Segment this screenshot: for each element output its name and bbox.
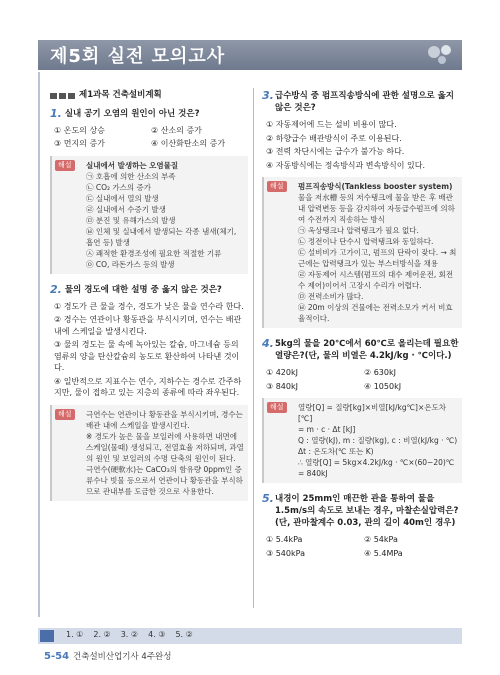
option[interactable]: ① 온도의 상승 [54,125,105,135]
option[interactable]: ③ 물의 경도는 물 속에 녹아있는 칼슘, 마그네슘 등의 염류의 양을 탄산칼슘의 농도로 환산하여 나타낸 것이다. [54,340,240,372]
option[interactable]: ④ 이산화탄소의 증가 [151,139,226,148]
page-number: 5-54 [44,651,70,662]
option[interactable]: ④ 자동방식에는 정속방식과 변속방식이 있다. [266,160,425,170]
options [266,367,462,392]
explanation-line: ㉤ 전력소비가 많다. [298,292,364,301]
explanation-line: Q : 열량(kJ), m : 질량(kg), c : 비열(kJ/kg · ℃) [298,436,458,445]
explanation-box [262,177,462,328]
explanation-line: ㉦ 쾌적한 환경조성에 필요한 적절한 기류 [86,248,222,258]
explanation-line: ㉡ 정전이나 단수시 압력탱크와 동일하다. [298,237,434,246]
question-2 [50,284,248,501]
left-margin-rule [38,72,40,617]
explanation-box [50,156,248,274]
question-text: 물의 경도에 대한 설명 중 옳지 않은 것은? [64,284,222,295]
options [266,119,462,171]
left-column [50,90,248,511]
option[interactable]: ③ 전력 차단시에는 급수가 불가능 하다. [266,147,405,156]
option[interactable]: ① 420kJ [266,368,298,377]
subject-marker-icon [50,93,75,99]
option[interactable]: ② 경수는 연관이나 황동관을 부식시키며, 연수는 배관 내에 스케일을 발생시킨다. [54,315,242,336]
subject-heading [50,90,248,102]
answer-tag-icon [40,630,54,642]
option[interactable]: ① 5.4kPa [266,535,303,544]
explanation-line: ㉧ CO, 라돈가스 등의 발생 [86,259,175,269]
option[interactable]: ④ 5.4MPa [364,548,403,558]
page-title: 제5회 실전 모의고사 [50,46,226,67]
explanation-line: 열량[Q] = 질량[kg]×비열[kJ/kg℃]×온도차[℃] [298,403,446,423]
explanation-title: 펌프직송방식(Tankless booster system) [298,182,453,191]
explanation-line: 물을 저水槽 등의 저수탱크에 물을 받은 후 배관 내 압력변동 등을 감지하여 자동급수펌프에 의하여 수전까지 직송하는 방식 [298,193,455,224]
explanation-line: ㉥ 인체 및 실내에서 발생되는 각종 냄새(체기, 흡연 등) 발생 [86,226,237,247]
option[interactable]: ② 산소의 증가 [151,125,202,135]
option[interactable]: ② 54kPa [364,535,398,544]
option[interactable]: ② 630kJ [364,368,396,377]
explanation-line: ㉢ 설비비가 고가이고, 펌프의 단락이 잦다. → 최근에는 압력탱크가 있는 부스터방식을 채용 [298,248,457,268]
answer-item: 2. ② [93,630,111,639]
explanation-tag: 해설 [267,402,287,413]
explanation-line: ㉠ 옥상탱크나 압력탱크가 필요 없다. [298,226,419,235]
option[interactable]: ④ 1050kJ [364,381,402,391]
explanation-line: Δt : 온도차(℃ 또는 K) [298,447,374,456]
option[interactable]: ③ 먼지의 증가 [54,139,105,148]
question-number: 1. [50,106,62,120]
column-divider [253,88,254,608]
explanation-line: 극연수(硬軟水)는 CaCO₃의 함유량 0ppm인 증류수나 빗물 등으로서 연관이나 황동관을 부식하므로 관내부를 도금한 것으로 사용한다. [86,464,243,496]
page-footer [44,650,171,662]
explanation-line: ㉠ 호흡에 의한 산소의 부족 [86,171,176,181]
explanation-line: ㉡ CO₂ 가스의 증가 [86,182,152,192]
question-number: 5. [262,492,274,505]
question-3 [262,90,462,328]
explanation-line: ㉣ 자동제어 시스템(펌프의 대수 제어운전, 회전수 제어)이어서 고장시 수리가 어렵다. [298,270,454,290]
question-text: 급수방식 중 펌프직송방식에 관한 설명으로 옳지 않은 것은? [275,91,455,113]
question-1 [50,108,248,274]
option[interactable]: ① 자동제어에 드는 설비 비용이 많다. [266,120,397,129]
option[interactable]: ④ 일반적으로 지표수는 연수, 지하수는 경수로 간주하지만, 물이 접하고 있는 지층의 종류에 따라 좌우된다. [54,376,242,397]
options [54,125,248,150]
question-number: 4. [262,337,274,350]
option[interactable]: ③ 840kJ [266,381,298,391]
explanation-line: 극연수는 연관이나 황동관을 부식시키며, 경수는 배관 내에 스케일을 발생시킨다. [86,409,243,430]
question-4 [262,338,462,483]
explanation-box [50,405,248,501]
explanation-line: = 840kJ [298,469,328,478]
question-5 [262,493,462,559]
right-column [262,90,462,565]
answer-item: 1. ① [66,630,84,639]
subject-label: 제1과목 건축설비계획 [79,90,162,100]
answer-list [66,630,193,639]
option[interactable]: ③ 540kPa [266,548,305,558]
answer-item: 4. ③ [148,630,166,639]
page-header [0,0,500,80]
question-text: 실내 공기 오염의 원인이 아닌 것은? [64,108,200,119]
explanation-line: ㉥ 20m 이상의 건물에는 전력소모가 커서 비효율적이다. [298,303,453,323]
explanation-line: = m · c · Δt [kJ] [298,425,356,434]
option[interactable]: ② 하향급수 배관방식이 주로 이용된다. [266,133,402,143]
options [54,301,248,399]
explanation-tag: 해설 [55,409,75,420]
option[interactable]: ① 경도가 큰 물을 경수, 경도가 낮은 물을 연수라 한다. [54,301,244,311]
explanation-line: ㉢ 실내에서 열의 발생 [86,193,159,203]
explanation-line: ㉤ 분진 및 유해가스의 발생 [86,215,176,225]
answer-item: 5. ② [175,630,193,639]
question-text: 5kg의 물을 20℃에서 60℃로 올리는데 필요한 열량은?(단, 물의 비열은 4.2kJ/kg · ℃이다.) [275,339,459,361]
decoration-icon [422,40,462,70]
explanation-line: ※ 경도가 높은 물을 보일러에 사용하면 내면에 스케일(물때) 생성되고, 전열효율 저하되며, 과열의 원인 및 보일러의 수명 단축의 원인이 된다. [86,431,244,463]
explanation-line: ∴ 열량[Q] = 5kg×4.2kJ/kg · ℃×(60−20)℃ [298,458,455,467]
book-title: 건축설비산업기사 4주완성 [73,652,172,662]
options [266,534,462,559]
question-text: 내경이 25mm인 매끈한 관을 통하여 물을 1.5m/s의 속도로 보내는 경우, 마찰손실압력은?(단, 관마찰계수 0.03, 관의 길이 40m인 경우) [275,494,459,528]
explanation-box [262,398,462,483]
explanation-title: 실내에서 발생하는 오염물질 [86,160,179,170]
question-number: 3. [262,89,274,102]
explanation-tag: 해설 [267,181,287,192]
explanation-tag: 해설 [55,160,75,171]
explanation-line: ㉣ 실내에서 수증기 발생 [86,204,166,214]
question-number: 2. [50,282,62,296]
answer-item: 3. ② [120,630,139,639]
